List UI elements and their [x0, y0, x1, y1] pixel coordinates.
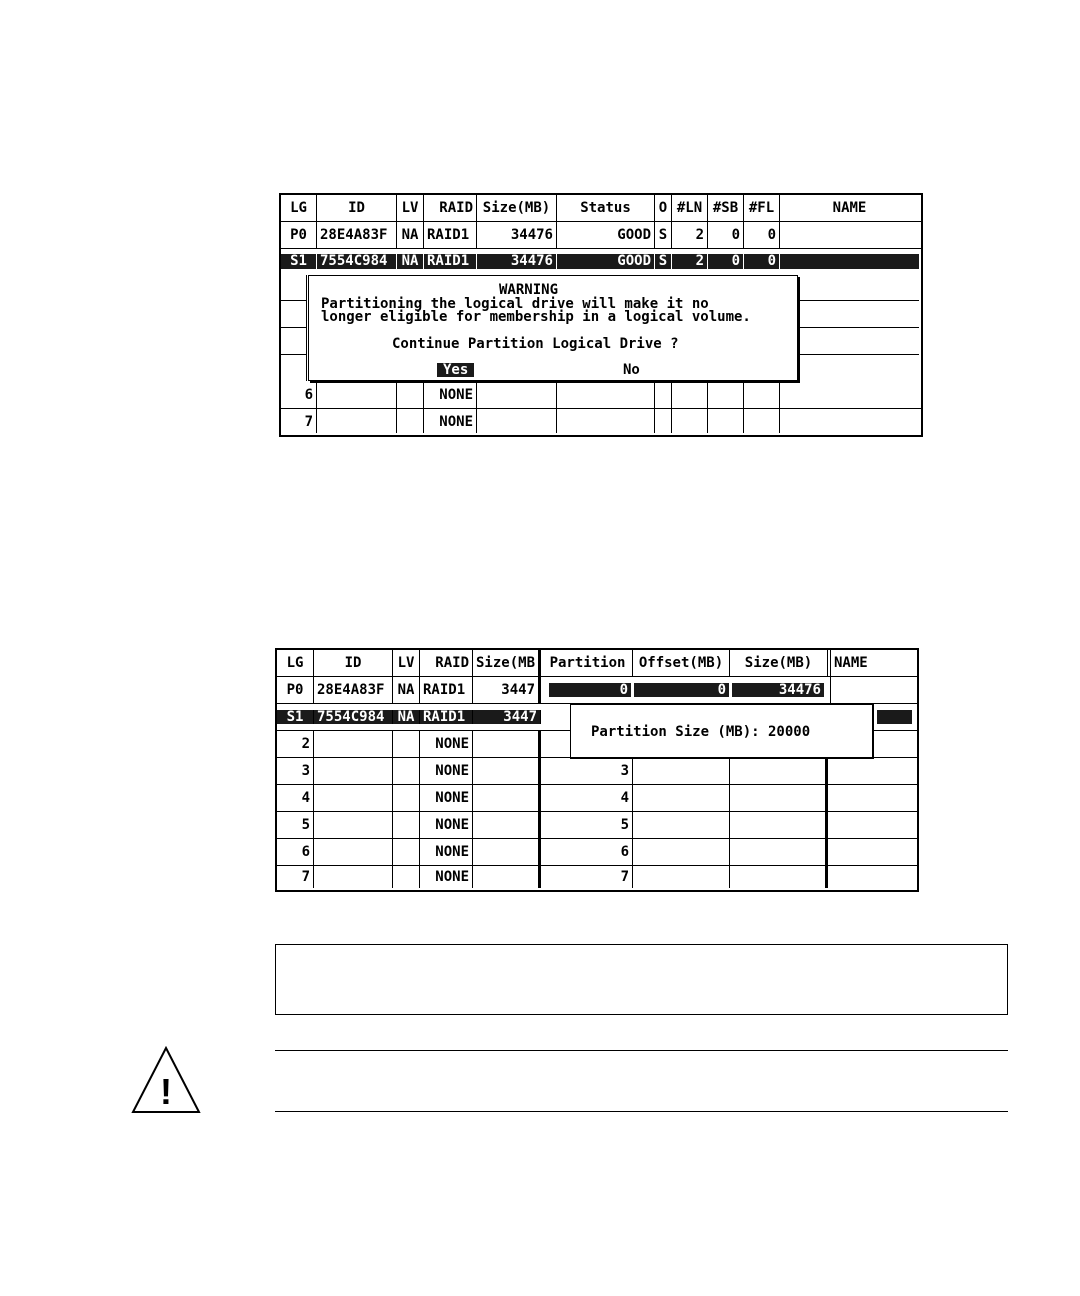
cell-part-size: [730, 785, 828, 811]
cell-name-selected: [877, 710, 912, 724]
cell-raid: NONE: [420, 731, 473, 757]
table-row[interactable]: [277, 812, 917, 839]
cell-fl: [744, 409, 780, 433]
cell-fl: 0: [744, 222, 780, 248]
cell-id: 7554C984: [317, 254, 397, 269]
col-name: NAME: [830, 650, 915, 676]
cell-id: [314, 785, 393, 811]
cell-id: [314, 839, 393, 865]
col-lv: LV: [393, 650, 420, 676]
cell-raid: RAID1: [424, 254, 477, 269]
col-name: NAME: [832, 200, 867, 216]
cell-lv: [393, 812, 420, 838]
cell-raid: NONE: [420, 758, 473, 784]
partition-size-input[interactable]: Partition Size (MB): 20000: [591, 724, 811, 740]
cell-name: [830, 677, 915, 703]
cell-sb: [708, 382, 744, 408]
caution-top-rule: [275, 1050, 1008, 1051]
dialog-message-line1: Partitioning the logical drive will make it no: [321, 296, 709, 312]
cell-offset: [633, 866, 730, 888]
col-lg: LG: [277, 650, 314, 676]
cell-id: [314, 812, 393, 838]
cell-ln: [672, 409, 708, 433]
cell-size: [473, 785, 541, 811]
cell-name: [780, 254, 919, 269]
cell-raid: NONE: [420, 866, 473, 888]
table-row[interactable]: [277, 866, 917, 888]
cell-part-size: [730, 758, 828, 784]
note-box: [275, 944, 1008, 1015]
cell-id: [317, 382, 397, 408]
cell-partition: 7: [543, 866, 633, 888]
cell-size: [477, 382, 557, 408]
cell-lv: [393, 731, 420, 757]
cell-lg: 5: [277, 812, 314, 838]
warning-triangle-icon: [131, 1046, 201, 1114]
col-raid: RAID: [420, 650, 473, 676]
cell-size: 3447: [473, 710, 541, 724]
cell-lv: [393, 785, 420, 811]
cell-sb: [708, 409, 744, 433]
table-row[interactable]: [281, 409, 921, 433]
cell-lg: 6: [281, 382, 317, 408]
no-button[interactable]: No: [623, 362, 640, 378]
cell-o: S: [655, 254, 672, 269]
cell-name: [830, 839, 915, 865]
cell-id: 28E4A83F: [317, 222, 397, 248]
cell-name: [780, 409, 919, 433]
cell-name: [830, 785, 915, 811]
yes-button[interactable]: Yes: [437, 363, 474, 377]
cell-name: [780, 222, 919, 248]
cell-partition: 6: [543, 839, 633, 865]
cell-lv: NA: [393, 710, 420, 724]
cell-size: [473, 839, 541, 865]
cell-lv: [397, 409, 424, 433]
cell-raid: RAID1: [424, 222, 477, 248]
col-lv: LV: [397, 195, 424, 221]
cell-partition: 4: [543, 785, 633, 811]
cell-name: [830, 758, 915, 784]
cell-o: [655, 382, 672, 408]
col-raid: RAID: [424, 195, 477, 221]
cell-size: 3447: [473, 677, 541, 703]
cell-lg: S1: [281, 254, 317, 269]
partition-size-dialog[interactable]: [570, 704, 874, 759]
table-row[interactable]: [277, 785, 917, 812]
cell-raid: NONE: [424, 382, 477, 408]
cell-ln: 2: [672, 254, 708, 269]
col-ln: #LN: [672, 195, 708, 221]
cell-fl: 0: [744, 254, 780, 269]
cell-raid: NONE: [424, 409, 477, 433]
cell-id: 7554C984: [314, 710, 393, 724]
col-fl: #FL: [744, 195, 780, 221]
cell-lv: [397, 382, 424, 408]
cell-size: [473, 758, 541, 784]
table-row[interactable]: [281, 222, 921, 249]
cell-lv: NA: [397, 222, 424, 248]
table-row[interactable]: [277, 839, 917, 866]
cell-lg: 6: [277, 839, 314, 865]
col-sb: #SB: [708, 195, 744, 221]
cell-part-size-selected[interactable]: 34476: [732, 683, 824, 697]
cell-raid: NONE: [420, 785, 473, 811]
cell-name: [830, 812, 915, 838]
cell-o: [655, 409, 672, 433]
cell-size: [473, 812, 541, 838]
col-status: Status: [557, 195, 655, 221]
cell-raid: NONE: [420, 839, 473, 865]
cell-id: [317, 409, 397, 433]
dialog-question: Continue Partition Logical Drive ?: [392, 336, 679, 352]
cell-ln: [672, 382, 708, 408]
cell-status: [557, 409, 655, 433]
caution-bottom-rule: [275, 1111, 1008, 1112]
warning-dialog: [308, 275, 798, 381]
cell-status: GOOD: [557, 254, 655, 269]
cell-offset: [633, 785, 730, 811]
table-row[interactable]: [277, 677, 917, 704]
cell-lg: 7: [277, 866, 314, 888]
table-header-row: [281, 195, 921, 222]
terminal-screen-2: [275, 648, 919, 892]
cell-id: 28E4A83F: [314, 677, 393, 703]
cell-lg: 4: [277, 785, 314, 811]
table-header-row: [277, 650, 917, 677]
col-offset: Offset(MB): [633, 650, 730, 676]
cell-offset-selected[interactable]: 0: [634, 683, 729, 697]
cell-size: 34476: [477, 222, 557, 248]
col-part-size: Size(MB): [730, 650, 828, 676]
left-column-stub: [281, 275, 307, 381]
terminal-screen-1: [279, 193, 923, 437]
cell-name: [830, 866, 915, 888]
cell-status: GOOD: [557, 222, 655, 248]
table-row[interactable]: [281, 382, 921, 409]
cell-lg: 3: [277, 758, 314, 784]
warning-glyph: !: [160, 1071, 172, 1112]
table-row[interactable]: [277, 758, 917, 785]
cell-part-size: [730, 866, 828, 888]
cell-partition-selected[interactable]: 0: [549, 683, 631, 697]
right-column-stub: [799, 275, 919, 381]
cell-lg: P0: [277, 677, 314, 703]
cell-ln: 2: [672, 222, 708, 248]
table-row-selected[interactable]: [281, 254, 921, 269]
dialog-title: WARNING: [499, 282, 559, 298]
cell-raid: RAID1: [420, 677, 473, 703]
cell-lg: 2: [277, 731, 314, 757]
col-id: ID: [314, 650, 393, 676]
cell-raid: NONE: [420, 812, 473, 838]
cell-id: [314, 731, 393, 757]
cell-part-size: [730, 812, 828, 838]
cell-id: [314, 758, 393, 784]
cell-size: [473, 731, 541, 757]
cell-offset: [633, 812, 730, 838]
cell-lg: 7: [281, 409, 317, 433]
cell-status: [557, 382, 655, 408]
cell-lv: [393, 839, 420, 865]
cell-lv: [393, 866, 420, 888]
cell-partition: 3: [543, 758, 633, 784]
dialog-message-line2: longer eligible for membership in a logical volume.: [321, 309, 751, 325]
cell-o: S: [655, 222, 672, 248]
cell-part-size: [730, 839, 828, 865]
cell-offset: [633, 839, 730, 865]
cell-name: [780, 382, 919, 408]
cell-size: [477, 409, 557, 433]
cell-fl: [744, 382, 780, 408]
cell-sb: 0: [708, 254, 744, 269]
cell-offset: [633, 758, 730, 784]
cell-partition: 5: [543, 812, 633, 838]
col-o: O: [655, 195, 672, 221]
cell-raid: RAID1: [420, 710, 473, 724]
col-size: Size(MB): [477, 195, 557, 221]
cell-lv: [393, 758, 420, 784]
cell-sb: 0: [708, 222, 744, 248]
cell-size: 34476: [477, 254, 557, 269]
col-partition: Partition: [543, 650, 633, 676]
col-size: Size(MB: [473, 650, 541, 676]
cell-size: [473, 866, 541, 888]
cell-lg: S1: [277, 710, 314, 724]
cell-lv: NA: [393, 677, 420, 703]
cell-id: [314, 866, 393, 888]
col-lg: LG: [281, 195, 317, 221]
cell-lg: P0: [281, 222, 317, 248]
col-id: ID: [317, 195, 397, 221]
cell-lv: NA: [397, 254, 424, 269]
